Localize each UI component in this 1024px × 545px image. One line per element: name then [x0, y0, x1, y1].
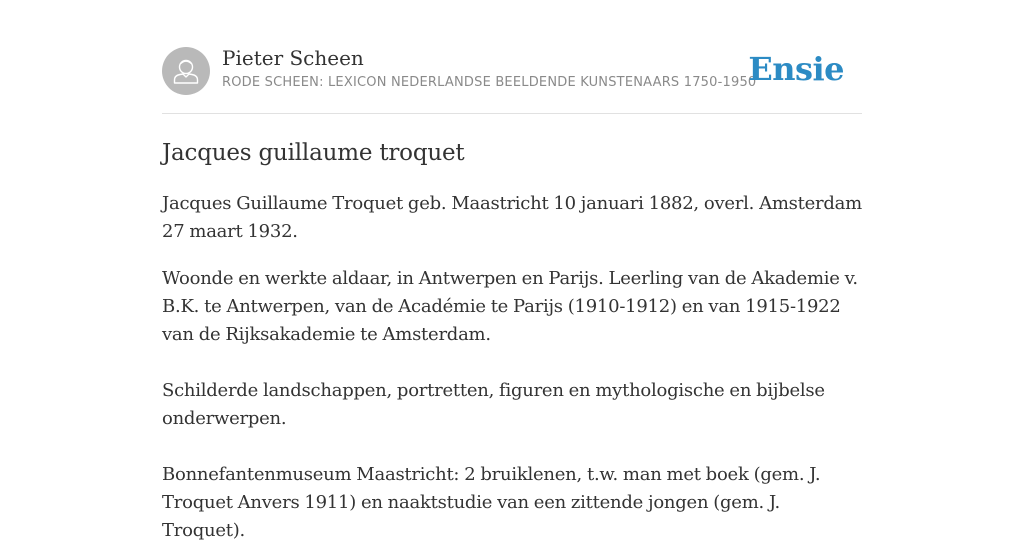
- header: [162, 0, 862, 114]
- paragraph-education: Woonde en werkte aldaar, in Antwerpen en Parijs. Leerling van de Akademie v. B.K. te Antwerpen, van de Académie te Parijs (1910-1912) en van 1915-1922 van de Rijksakademie te Amsterdam.: [162, 268, 858, 345]
- article-title: Jacques guillaume troquet: [162, 140, 465, 166]
- user-silhouette-icon: [162, 47, 210, 95]
- paragraph-birth-death: Jacques Guillaume Troquet geb. Maastricht 10 januari 1882, overl. Amsterdam 27 maart 1932.: [162, 193, 862, 242]
- author-avatar[interactable]: [162, 47, 210, 95]
- author-name[interactable]: Pieter Scheen: [222, 46, 364, 70]
- ensie-logo[interactable]: Ensie: [748, 50, 844, 88]
- article-body: [162, 190, 862, 545]
- source-title[interactable]: RODE SCHEEN: LEXICON NEDERLANDSE BEELDENDE KUNSTENAARS 1750-1950: [222, 75, 757, 90]
- page-container: [162, 0, 862, 541]
- paragraph-subjects: Schilderde landschappen, portretten, figuren en mythologische en bijbelse onderwerpen.: [162, 380, 825, 429]
- paragraph-museum: Bonnefantenmuseum Maastricht: 2 bruiklenen, t.w. man met boek (gem. J. Troquet Anvers 1911) en naaktstudie van een zittende jongen (gem. J. Troquet).: [162, 464, 821, 541]
